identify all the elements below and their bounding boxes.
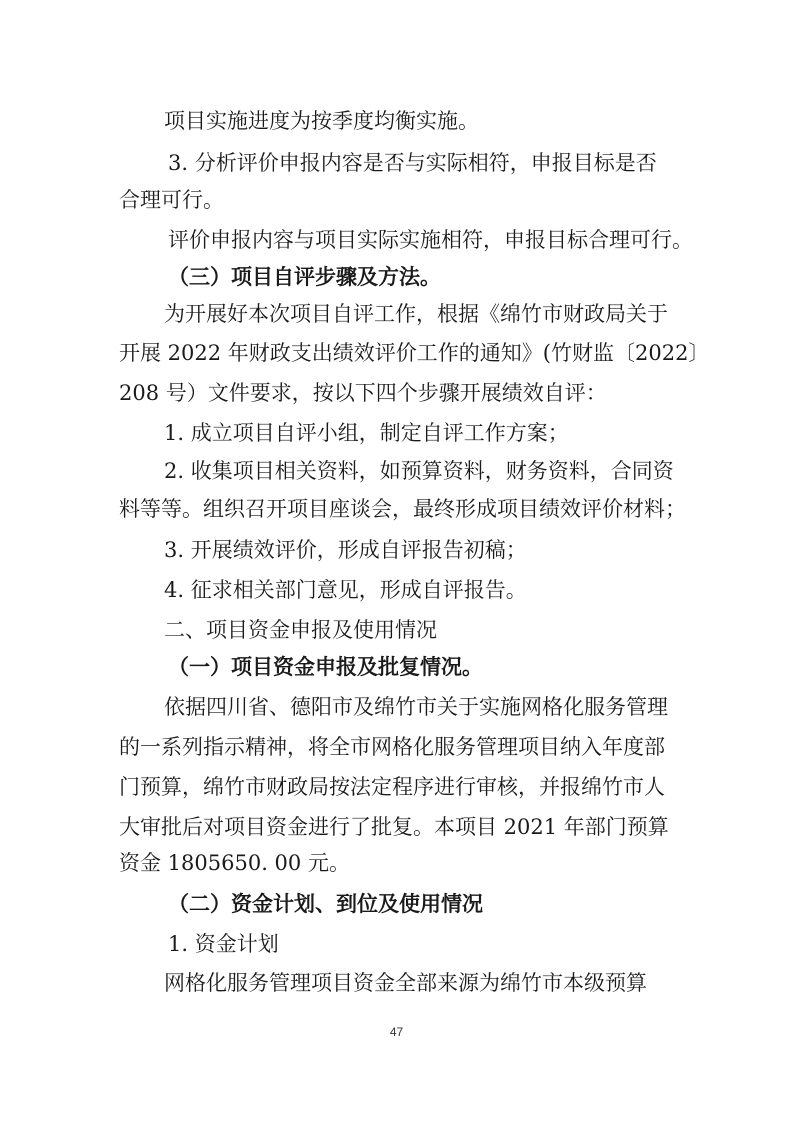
text-line-12: 3. 开展绩效评价，形成自评报告初稿；	[164, 538, 527, 562]
section-heading-2: 二、项目资金申报及使用情况	[164, 618, 437, 642]
subsection-heading-1: （一）项目资金申报及批复情况。	[168, 655, 483, 679]
text-line-16: 依据四川省、德阳市及绵竹市关于实施网格化服务管理	[164, 695, 668, 719]
page-number: 47	[389, 1025, 404, 1039]
text-line-10: 2. 收集项目相关资料，如预算资料，财务资料，合同资	[164, 459, 674, 483]
text-line-7: 开展 2022 年财政支出绩效评价工作的通知》(竹财监〔2022〕	[119, 341, 710, 365]
text-line-18: 门预算，绵竹市财政局按法定程序进行审核，并报绵竹市人	[119, 775, 665, 799]
text-line-1: 项目实施进度为按季度均衡实施。	[164, 109, 479, 133]
text-line-11: 料等等。组织召开项目座谈会，最终形成项目绩效评价材料；	[119, 497, 686, 521]
text-line-4: 评价申报内容与项目实际实施相符，申报目标合理可行。	[168, 228, 693, 252]
text-line-19: 大审批后对项目资金进行了批复。本项目 2021 年部门预算	[119, 815, 669, 839]
text-line-9: 1. 成立项目自评小组，制定自评工作方案；	[164, 421, 569, 445]
text-line-8: 208 号）文件要求，按以下四个步骤开展绩效自评：	[119, 381, 607, 405]
text-line-22: 1. 资金计划	[168, 932, 279, 956]
text-line-17: 的一系列指示精神，将全市网格化服务管理项目纳入年度部	[119, 735, 665, 759]
subsection-heading-2: （二）资金计划、到位及使用情况	[168, 892, 483, 916]
text-line-23: 网格化服务管理项目资金全部来源为绵竹市本级预算	[164, 971, 647, 995]
text-line-6: 为开展好本次项目自评工作，根据《绵竹市财政局关于	[164, 302, 668, 326]
section-heading-3: （三）项目自评步骤及方法。	[168, 265, 441, 289]
text-line-3: 合理可行。	[119, 188, 224, 212]
text-line-2: 3. 分析评价申报内容是否与实际相符，申报目标是否	[168, 151, 657, 175]
text-line-20: 资金 1805650. 00 元。	[119, 851, 350, 875]
text-line-13: 4. 征求相关部门意见，形成自评报告。	[164, 578, 527, 602]
